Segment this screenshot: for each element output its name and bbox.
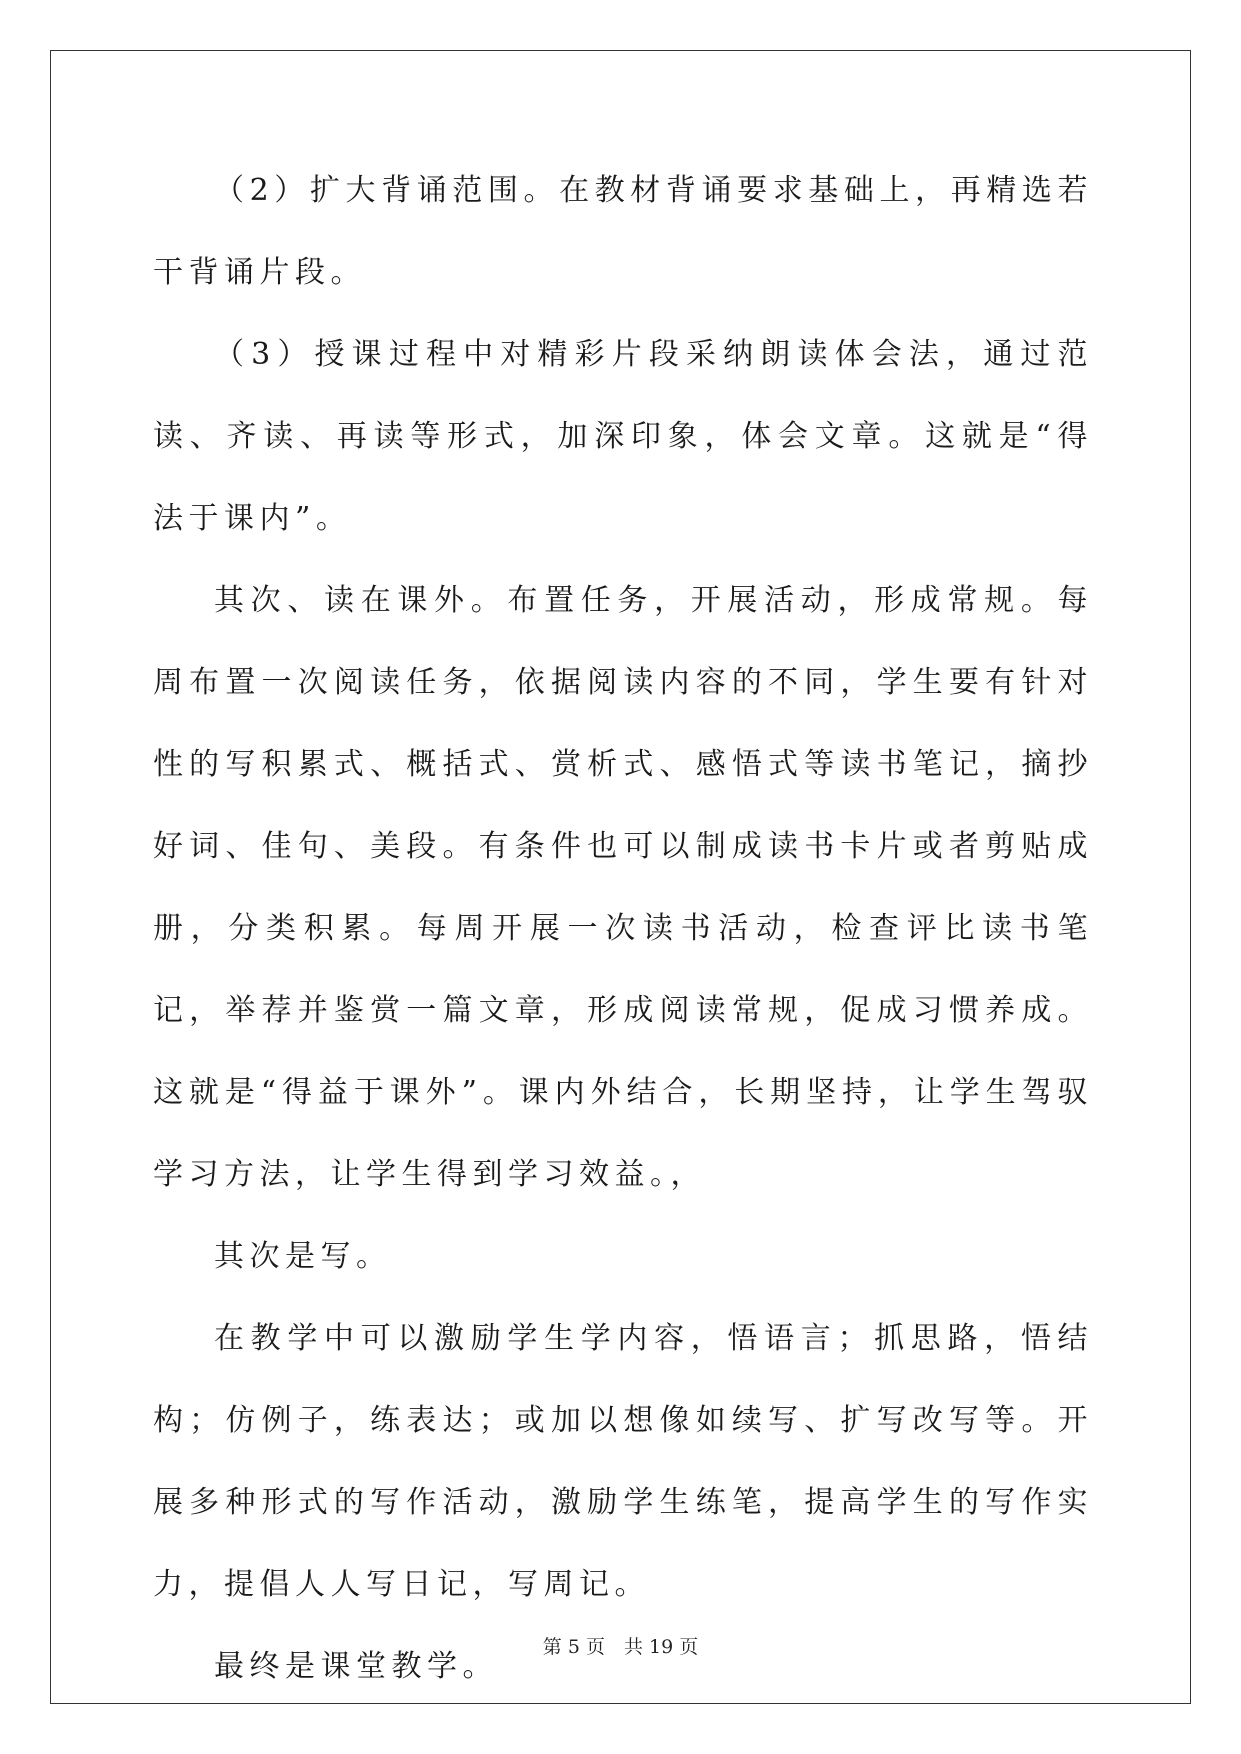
- paragraph-recitation-scope: （2）扩大背诵范围。在教材背诵要求基础上，再精选若干背诵片段。: [153, 173, 1093, 290]
- paragraph-reading-in-class: （3）授课过程中对精彩片段采纳朗读体会法，通过范读、齐读、再读等形式，加深印象，体会文章。这就是“得法于课内”。: [153, 337, 1093, 536]
- paragraph-reading-outside-class: 其次、读在课外。布置任务，开展活动，形成常规。每周布置一次阅读任务，依据阅读内容的不同，学生要有针对性的写积累式、概括式、赏析式、感悟式等读书笔记，摘抄好词、佳句、美段。有条件也可以制成读书卡片或者剪贴成册，分类积累。每周开展一次读书活动，检查评比读书笔记，举荐并鉴赏一篇文章，形成阅读常规，促成习惯养成。这就是“得益于课外”。课内外结合，长期坚持，让学生驾驭学习方法，让学生得到学习效益。，: [153, 583, 1093, 1192]
- paragraph-classroom-teaching: 最终是课堂教学。: [214, 1649, 498, 1684]
- page-number-footer: 第 5 页 共 19 页: [542, 1636, 699, 1658]
- paragraph-writing-methods: 在教学中可以激励学生学内容，悟语言；抓思路，悟结构；仿例子，练表达；或加以想像如续写、扩写改写等。开展多种形式的写作活动，激励学生练笔，提高学生的写作实力，提倡人人写日记，写周记。: [153, 1321, 1093, 1602]
- document-body: [153, 150, 1093, 1708]
- paragraph-writing-heading: 其次是写。: [214, 1239, 392, 1274]
